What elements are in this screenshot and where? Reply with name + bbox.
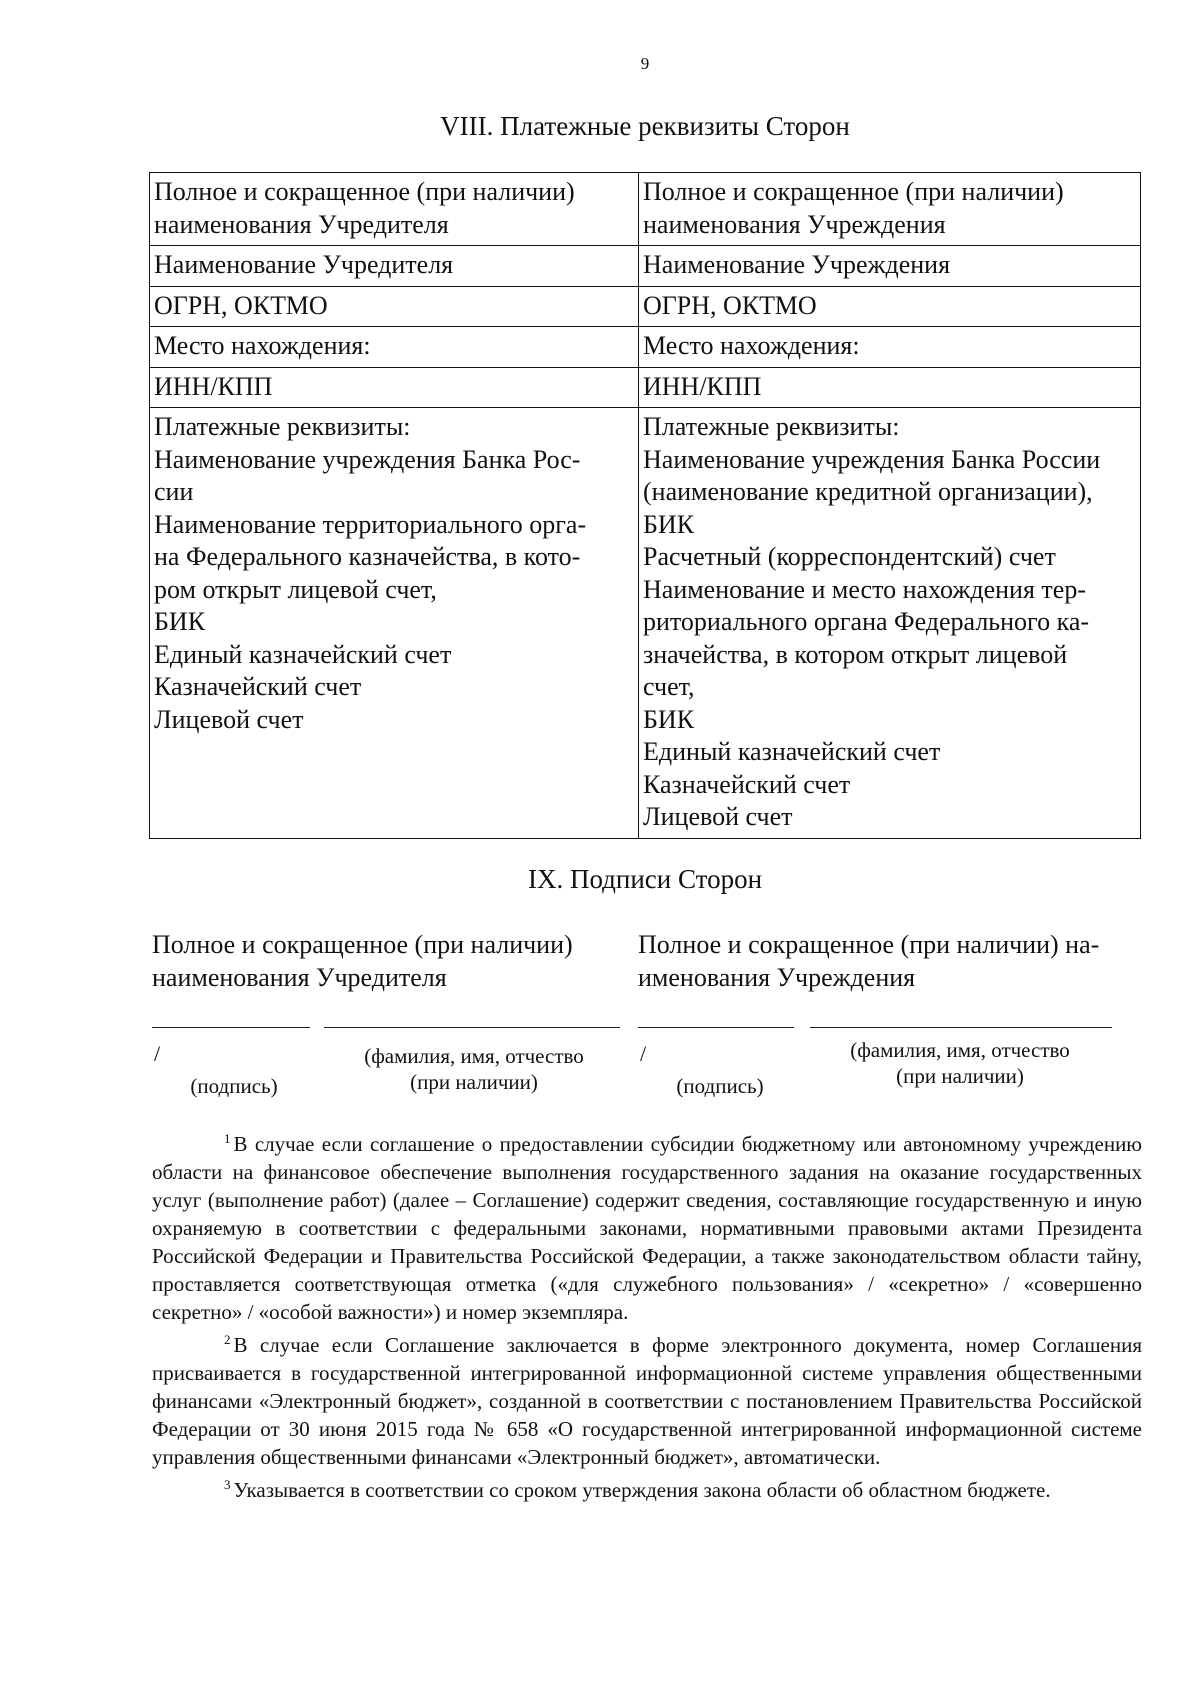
institution-signature-column: [638, 928, 1118, 1098]
founder-cell: Место нахождения:: [150, 327, 639, 368]
institution-cell: ИНН/КПП: [639, 367, 1141, 408]
founder-signature-caption: (подпись): [190, 1074, 278, 1098]
table-row: [150, 286, 1141, 327]
footnote-3: [152, 1471, 1142, 1504]
page-number: 9: [640, 54, 650, 73]
table-row: [150, 367, 1141, 408]
institution-fullname-caption: (фамилия, имя, отчество (при наличии): [850, 1038, 1070, 1088]
institution-cell: Место нахождения:: [639, 327, 1141, 368]
institution-cell: Платежные реквизиты: Наименование учреждения Банка России (наименование кредитной организации), БИК Расчетный (корреспондентский) счет Наименование и место нахождения тер- риториального органа Федерального ка- значейства, в котором открыт лицевой счет, БИК Единый казначейский счет Казначейский счет Лицевой счет: [639, 408, 1141, 839]
footnote-text: В случае если Соглашение заключается в форме электронного документа, номер Соглашения присваивается в государственной интегрированной информационной системе управления общественными финансами «Электронный бюджет», созданной в соответствии с постановлением Правительства Российской Федерации от 30 июня 2015 года № 658 «О государственной интегрированной информационной системе управления общественными финансами «Электронный бюджет», автоматически.: [152, 1333, 1142, 1469]
table-row: [150, 408, 1141, 839]
footnotes: [152, 1125, 1142, 1504]
institution-cell: Полное и сокращенное (при наличии) наименования Учреждения: [639, 173, 1141, 246]
founder-fullname-caption: (фамилия, имя, отчество (при наличии): [364, 1044, 584, 1094]
footnote-marker: 2: [224, 1332, 231, 1347]
institution-slash: /: [640, 1041, 647, 1066]
footnote-2: [152, 1326, 1142, 1471]
footnote-text: Указывается в соответствии со сроком утверждения закона области об областном бюджете.: [233, 1478, 1051, 1502]
institution-name-heading: Полное и сокращенное (при наличии) на- именования Учреждения: [638, 930, 1100, 992]
institution-signature-line: [638, 1027, 794, 1028]
footnote-1: [152, 1125, 1142, 1326]
institution-signature-caption: (подпись): [676, 1074, 764, 1098]
table-row: [150, 173, 1141, 246]
founder-cell: ОГРН, ОКТМО: [150, 286, 639, 327]
institution-fullname-line: [810, 1027, 1112, 1028]
section-title-signatures: IX. Подписи Сторон: [527, 864, 763, 894]
table-row: [150, 246, 1141, 287]
footnote-text: В случае если соглашение о предоставлении субсидии бюджетному или автономному учреждению области на финансовое обеспечение выполнения государственного задания на оказание государственных услуг (выполнение работ) (далее – Соглашение) содержит сведения, составляющие государственную и иную охраняемую в соответствии с федеральными законами, нормативными правовыми актами Президента Российской Федерации и Правительства Российской Федерации, а также законодательством области тайну, проставляется соответствующая отметка («для служебного пользования» / «секретно» / «совершенно секретно» / «особой важности») и номер экземпляра.: [152, 1132, 1142, 1324]
founder-cell: Платежные реквизиты: Наименование учреждения Банка Рос- сии Наименование территориального орга- на Федерального казначейства, в кото- ром открыт лицевой счет, БИК Единый казначейский счет Казначейский счет Лицевой счет: [150, 408, 639, 839]
founder-slash: /: [154, 1041, 161, 1066]
founder-cell: ИНН/КПП: [150, 367, 639, 408]
table-row: [150, 327, 1141, 368]
institution-cell: Наименование Учреждения: [639, 246, 1141, 287]
founder-signature-line: [152, 1027, 310, 1028]
founder-fullname-line: [324, 1027, 620, 1028]
founder-name-heading: Полное и сокращенное (при наличии) наименования Учредителя: [152, 930, 573, 992]
footnote-marker: 1: [224, 1131, 231, 1146]
institution-cell: ОГРН, ОКТМО: [639, 286, 1141, 327]
section-title-payment-details: VIII. Платежные реквизиты Сторон: [440, 111, 850, 141]
founder-signature-column: [152, 928, 632, 1098]
founder-cell: Наименование Учредителя: [150, 246, 639, 287]
payment-details-table: [149, 172, 1141, 839]
footnote-marker: 3: [224, 1477, 231, 1492]
founder-cell: Полное и сокращенное (при наличии) наименования Учредителя: [150, 173, 639, 246]
